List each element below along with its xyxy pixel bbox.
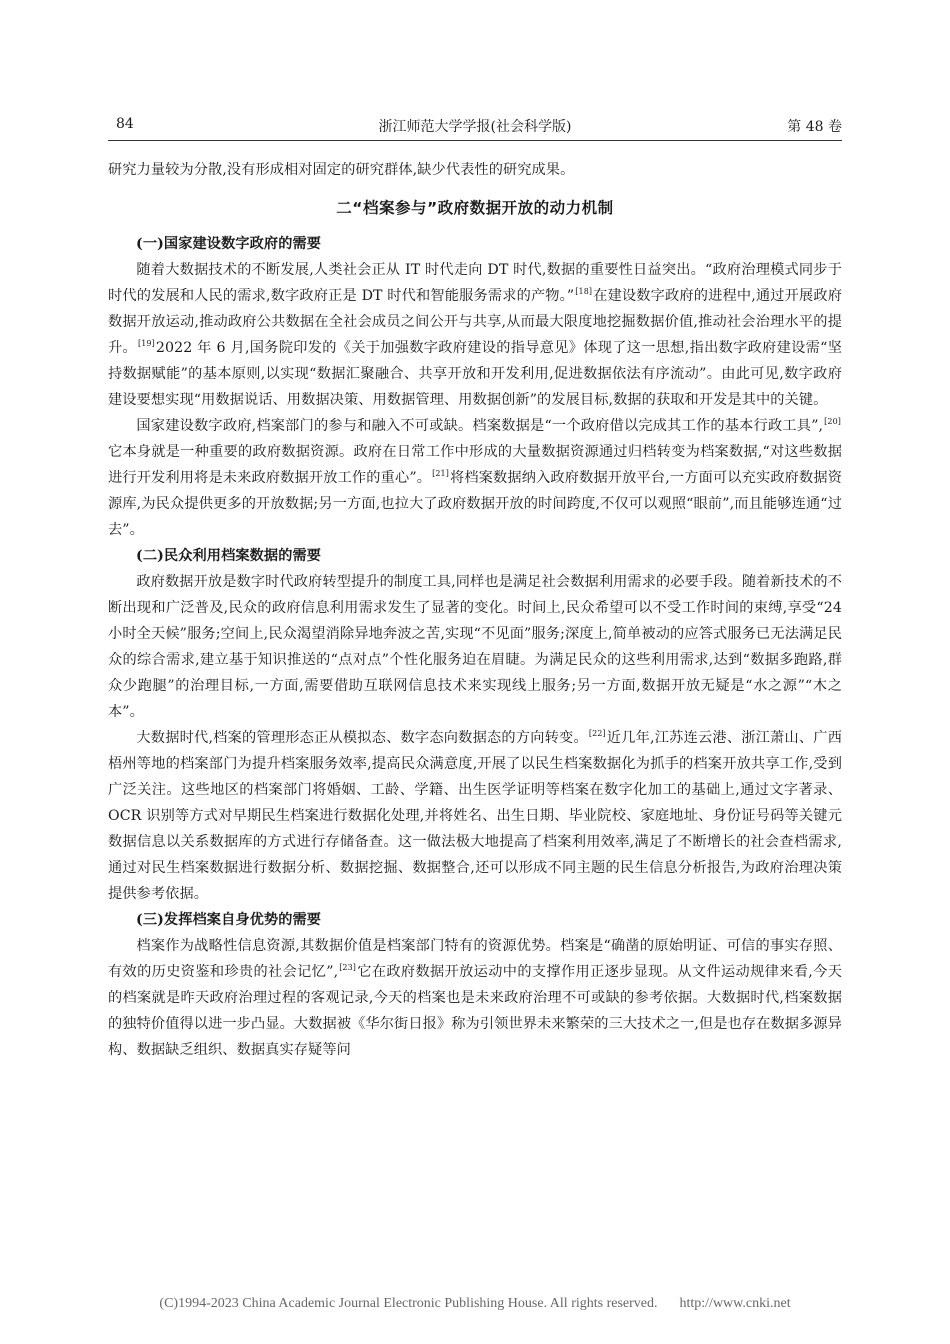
running-header [108, 116, 842, 140]
article-body [108, 157, 842, 1063]
paragraph: 国家建设数字政府,档案部门的参与和融入不可或缺。档案数据是“一个政府借以完成其工作的基本行政工具”,[20]它本身就是一种重要的政府数据资源。政府在日常工作中形成的大量数据资源通过归档转变为档案数据,“对这些数据进行开发利用将是未来政府数据开放工作的重心”。[21]将档案数据纳入政府数据开放平台,一方面可以充实政府数据资源库,为民众提供更多的开放数据;另一方面,也拉大了政府数据开放的时间跨度,不仅可以观照“眼前”,而且能够连通“过去”。 [108, 417, 843, 538]
paragraph: 政府数据开放是数字时代政府转型提升的制度工具,同样也是满足社会数据利用需求的必要手段。随着新技术的不断出现和广泛普及,民众的政府信息利用需求发生了显著的变化。时间上,民众希望可以不受工作时间的束缚,享受“24 小时全天候”服务;空间上,民众渴望消除异地奔波之苦,实现“不见面”服务;深度上,简单被动的应答式服务已无法满足民众的综合需求,建立基于知识推送的“点对点”个性化服务迫在眉睫。为满足民众的这些利用需求,达到“数据多跑路,群众少跑腿”的治理目标,一方面,需要借助互联网信息技术来实现线上服务;另一方面,数据开放无疑是“水之源”“木之本”。 [108, 574, 842, 720]
citation-marker[interactable]: [20] [824, 417, 841, 426]
volume-label: 第 48 卷 [787, 119, 842, 135]
citation-marker[interactable]: [22] [588, 729, 606, 738]
journal-title: 浙江师范大学学报(社会科学版) [378, 119, 572, 135]
cnki-link[interactable]: http://www.cnki.net [679, 1296, 791, 1311]
paragraph: 档案作为战略性信息资源,其数据价值是档案部门特有的资源优势。档案是“确凿的原始明证、可信的事实存照、有效的历史资鉴和珍贵的社会记忆”,[23]它在政府数据开放运动中的支撑作用正逐步显现。从文件运动规律来看,今天的档案就是昨天政府治理过程的客观记录,今天的档案也是未来政府治理不可或缺的参考依据。大数据时代,档案数据的独特价值得以进一步凸显。大数据被《华尔街日报》称为引领世界未来繁荣的三大技术之一,但是也存在数据多源异构、数据缺乏组织、数据真实存疑等问 [108, 938, 842, 1058]
page-number: 84 [116, 116, 134, 132]
subsection-heading: (一)国家建设数字政府的需要 [136, 236, 322, 252]
copyright-notice: (C)1994-2023 China Academic Journal Electronic Publishing House. All rights reserved. [159, 1296, 658, 1311]
paragraph: 随着大数据技术的不断发展,人类社会正从 IT 时代走向 DT 时代,数据的重要性日益突出。“政府治理模式同步于时代的发展和人民的需求,数字政府正是 DT 时代和智能服务需求的产物。”[18]在建设数字政府的进程中,通过开展政府数据开放运动,推动政府公共数据在全社会成员之间公开与共享,从而最大限度地挖掘数据价值,推动社会治理水平的提升。[19]2022 年 6 月,国务院印发的《关于加强数字政府建设的指导意见》体现了这一思想,指出数字政府建设需“坚持数据赋能”的基本原则,以实现“数据汇聚融合、共享开放和开发利用,促进数据依法有序流动”。由此可见,数字政府建设要想实现“用数据说话、用数据决策、用数据管理、用数据创新”的发展目标,数据的获取和开发是其中的关键。 [108, 262, 843, 408]
paragraph: 研究力量较为分散,没有形成相对固定的研究群体,缺少代表性的研究成果。 [108, 162, 575, 178]
subsection-heading: (三)发挥档案自身优势的需要 [136, 912, 322, 928]
paragraph: 大数据时代,档案的管理形态正从模拟态、数字态向数据态的方向转变。[22]近几年,江苏连云港、浙江萧山、广西梧州等地的档案部门为提升档案服务效率,提高民众满意度,开展了以民生档案数据化为抓手的档案开放共享工作,受到广泛关注。这些地区的档案部门将婚姻、工龄、学籍、出生医学证明等档案在数字化加工的基础上,通过文字著录、OCR 识别等方式对早期民生档案进行数据化处理,并将姓名、出生日期、毕业院校、家庭地址、身份证号码等关键元数据信息以关系数据库的方式进行存储备查。这一做法极大地提高了档案利用效率,满足了不断增长的社会查档需求,通过对民生档案数据进行数据分析、数据挖掘、数据整合,还可以形成不同主题的民生信息分析报告,为政府治理决策提供参考依据。 [108, 729, 842, 902]
citation-marker[interactable]: [19] [138, 339, 155, 348]
citation-marker[interactable]: [21] [432, 469, 449, 478]
section-heading: 二“档案参与”政府数据开放的动力机制 [336, 199, 614, 217]
subsection-heading: (二)民众利用档案数据的需要 [136, 548, 322, 564]
header-rule [108, 140, 842, 141]
copyright-footer [0, 1296, 950, 1312]
citation-marker[interactable]: [18] [575, 287, 593, 296]
citation-marker[interactable]: [23] [339, 963, 357, 972]
